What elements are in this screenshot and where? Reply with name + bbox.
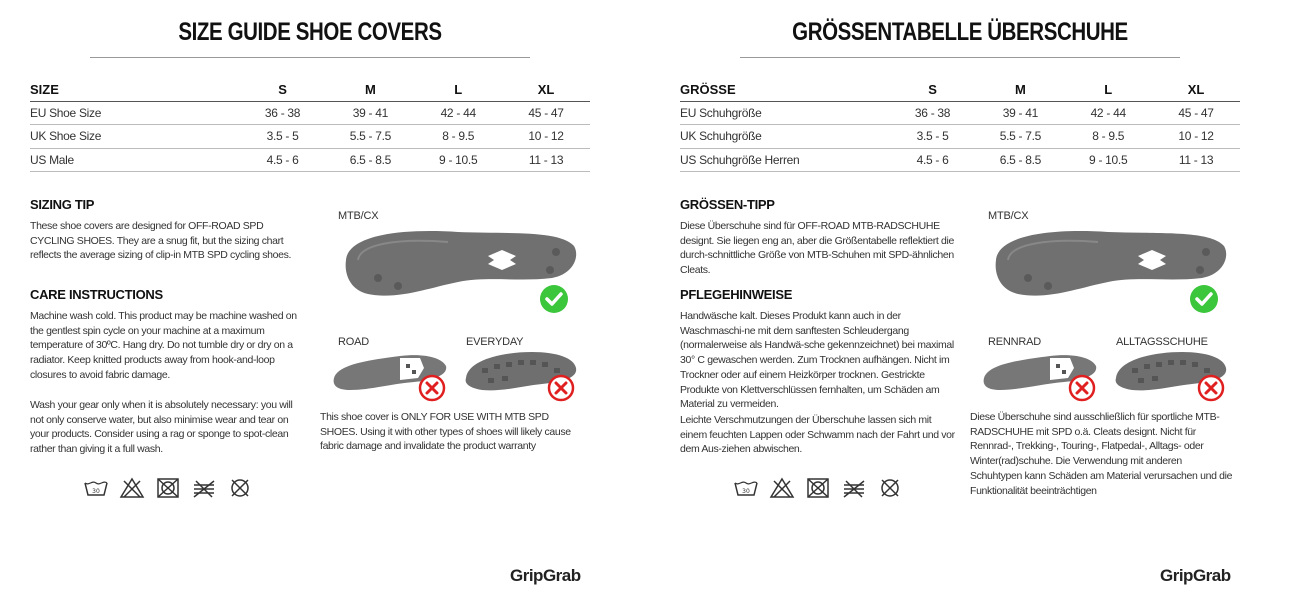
column-header: M bbox=[976, 78, 1064, 101]
table-row bbox=[680, 101, 1240, 125]
wash-temperature: 30 bbox=[92, 488, 100, 495]
table-row bbox=[680, 125, 1240, 149]
table-cell: 11 - 13 bbox=[502, 148, 590, 172]
table-cell: 39 - 41 bbox=[326, 101, 414, 125]
table-cell: US Male bbox=[30, 148, 239, 172]
compatibility-note: This shoe cover is ONLY FOR USE WITH MTB SPD SHOES. Using it with other types of shoes will likely cause fabric damage and invalidate the product warranty bbox=[320, 411, 571, 453]
sizing-tip-heading: SIZING TIP bbox=[30, 197, 95, 212]
table-cell: 6.5 - 8.5 bbox=[326, 148, 414, 172]
no-radiator-dry-icon bbox=[841, 477, 867, 499]
brand-logo: GripGrab bbox=[510, 566, 581, 585]
table-cell: 45 - 47 bbox=[502, 101, 590, 125]
table-row bbox=[30, 148, 590, 172]
table-cell: 5.5 - 7.5 bbox=[976, 125, 1064, 149]
shoe-mtb-label: MTB/CX bbox=[988, 210, 1029, 222]
no-bleach-icon bbox=[119, 477, 145, 499]
no-dry-clean-icon bbox=[877, 477, 903, 499]
page-title: GRÖSSENTABELLE ÜBERSCHUHE bbox=[792, 18, 1128, 46]
size-table bbox=[30, 78, 590, 172]
title-divider bbox=[740, 57, 1180, 58]
incompatible-x-icon bbox=[1068, 374, 1096, 402]
care-instructions-heading: PFLEGEHINWEISE bbox=[680, 287, 793, 302]
care-instructions-text-2: Leichte Verschmutzungen der Überschuhe lassen sich mit einem feuchten Lappen oder Schwamm nach der Fahrt und vor dem Aus-ziehen abwischen. bbox=[680, 414, 955, 456]
table-cell: 9 - 10.5 bbox=[414, 148, 502, 172]
column-header: L bbox=[414, 78, 502, 101]
table-cell: US Schuhgröße Herren bbox=[680, 148, 889, 172]
column-header: SIZE bbox=[30, 78, 239, 101]
table-cell: 11 - 13 bbox=[1152, 148, 1240, 172]
column-header: M bbox=[326, 78, 414, 101]
table-cell: 36 - 38 bbox=[889, 101, 977, 125]
table-row bbox=[680, 148, 1240, 172]
title-divider bbox=[90, 57, 530, 58]
compatible-check-icon bbox=[1189, 284, 1219, 314]
compatible-check-icon bbox=[539, 284, 569, 314]
table-cell: 4.5 - 6 bbox=[889, 148, 977, 172]
hand-wash-30-icon bbox=[733, 477, 759, 499]
table-cell: EU Shoe Size bbox=[30, 101, 239, 125]
column-header: XL bbox=[1152, 78, 1240, 101]
shoe-road-label: ROAD bbox=[338, 336, 369, 348]
table-cell: 3.5 - 5 bbox=[889, 125, 977, 149]
shoe-everyday-label: EVERYDAY bbox=[466, 336, 524, 348]
care-instructions-text: Handwäsche kalt. Dieses Produkt kann auch in der Waschmaschi-ne mit dem sanftesten Schleudergang (normalerweise als Handwä-sche gekennzeichnet) bei maximal 30° C gewaschen werden. Zum Trocknen aufhängen. Nicht im Trockner oder auf einem Heizkörper trocknen. Gestrickte Produkte von Klettverschlüssen fernhalten, um Schäden am Material zu vermeiden. bbox=[680, 310, 954, 411]
incompatible-x-icon bbox=[547, 374, 575, 402]
table-cell: 6.5 - 8.5 bbox=[976, 148, 1064, 172]
no-bleach-icon bbox=[769, 477, 795, 499]
incompatible-x-icon bbox=[1197, 374, 1225, 402]
no-tumble-dry-icon bbox=[155, 477, 181, 499]
table-cell: 4.5 - 6 bbox=[239, 148, 327, 172]
table-cell: 3.5 - 5 bbox=[239, 125, 327, 149]
table-header-row bbox=[30, 78, 590, 101]
column-header: S bbox=[889, 78, 977, 101]
shoe-everyday-label: ALLTAGSSCHUHE bbox=[1116, 336, 1208, 348]
table-row bbox=[30, 125, 590, 149]
care-instructions-text: Machine wash cold. This product may be machine washed on the gentlest spin cycle on your machine at a maximum temperature of 30ºC. Hang dry. Do not tumble dry or dry on a radiator. Keep knitted products away from hook-and-loop closures to avoid fabric damage. bbox=[30, 310, 297, 381]
shoe-mtb-label: MTB/CX bbox=[338, 210, 379, 222]
column-header: L bbox=[1064, 78, 1152, 101]
table-cell: 10 - 12 bbox=[502, 125, 590, 149]
table-cell: UK Schuhgröße bbox=[680, 125, 889, 149]
column-header: S bbox=[239, 78, 327, 101]
table-cell: 9 - 10.5 bbox=[1064, 148, 1152, 172]
table-cell: 8 - 9.5 bbox=[414, 125, 502, 149]
table-cell: EU Schuhgröße bbox=[680, 101, 889, 125]
care-instructions-heading: CARE INSTRUCTIONS bbox=[30, 287, 163, 302]
table-cell: 42 - 44 bbox=[414, 101, 502, 125]
table-cell: UK Shoe Size bbox=[30, 125, 239, 149]
table-cell: 36 - 38 bbox=[239, 101, 327, 125]
panel-german bbox=[650, 0, 1300, 600]
brand-logo: GripGrab bbox=[1160, 566, 1231, 585]
table-cell: 5.5 - 7.5 bbox=[326, 125, 414, 149]
column-header: XL bbox=[502, 78, 590, 101]
table-cell: 10 - 12 bbox=[1152, 125, 1240, 149]
table-cell: 39 - 41 bbox=[976, 101, 1064, 125]
table-cell: 45 - 47 bbox=[1152, 101, 1240, 125]
sizing-tip-heading: GRÖSSEN-TIPP bbox=[680, 197, 775, 212]
no-tumble-dry-icon bbox=[805, 477, 831, 499]
incompatible-x-icon bbox=[418, 374, 446, 402]
table-cell: 42 - 44 bbox=[1064, 101, 1152, 125]
care-symbols bbox=[83, 477, 253, 499]
care-instructions-text-2: Wash your gear only when it is absolutely necessary: you will not only conserve water, but also minimise wear and tear on your products. Consider using a rag or sponge to spot-clean rather than giving it a full wash. bbox=[30, 399, 293, 456]
hand-wash-30-icon bbox=[83, 477, 109, 499]
column-header: GRÖSSE bbox=[680, 78, 889, 101]
shoe-road-label: RENNRAD bbox=[988, 336, 1041, 348]
page-title: SIZE GUIDE SHOE COVERS bbox=[178, 18, 442, 46]
table-row bbox=[30, 101, 590, 125]
care-symbols bbox=[733, 477, 903, 499]
wash-temperature: 30 bbox=[742, 488, 750, 495]
no-dry-clean-icon bbox=[227, 477, 253, 499]
table-cell: 8 - 9.5 bbox=[1064, 125, 1152, 149]
table-header-row bbox=[680, 78, 1240, 101]
compatibility-note: Diese Überschuhe sind ausschließlich für sportliche MTB-RADSCHUHE mit SPD o.ä. Cleats designt. Nicht für Rennrad-, Trekking-, Touring-, Flatpedal-, Alltags- oder Winter(rad)schuhe. Die Verwendung mit anderen Schuhtypen kann Schäden am Material verursachen und die Funktionalität beeinträchtigen bbox=[970, 411, 1233, 497]
sizing-tip-text: These shoe covers are designed for OFF-ROAD SPD CYCLING SHOES. They are a snug fit, but the sizing chart reflects the average sizing of clip-in MTB SPD cycling shoes. bbox=[30, 220, 292, 262]
sizing-tip-text: Diese Überschuhe sind für OFF-ROAD MTB-RADSCHUHE designt. Sie liegen eng an, aber die Größentabelle reflektiert die durch-schnittliche Größe von MTB-Schuhen mit SPD-ähnlichen Cleats. bbox=[680, 220, 955, 277]
no-radiator-dry-icon bbox=[191, 477, 217, 499]
size-table bbox=[680, 78, 1240, 172]
